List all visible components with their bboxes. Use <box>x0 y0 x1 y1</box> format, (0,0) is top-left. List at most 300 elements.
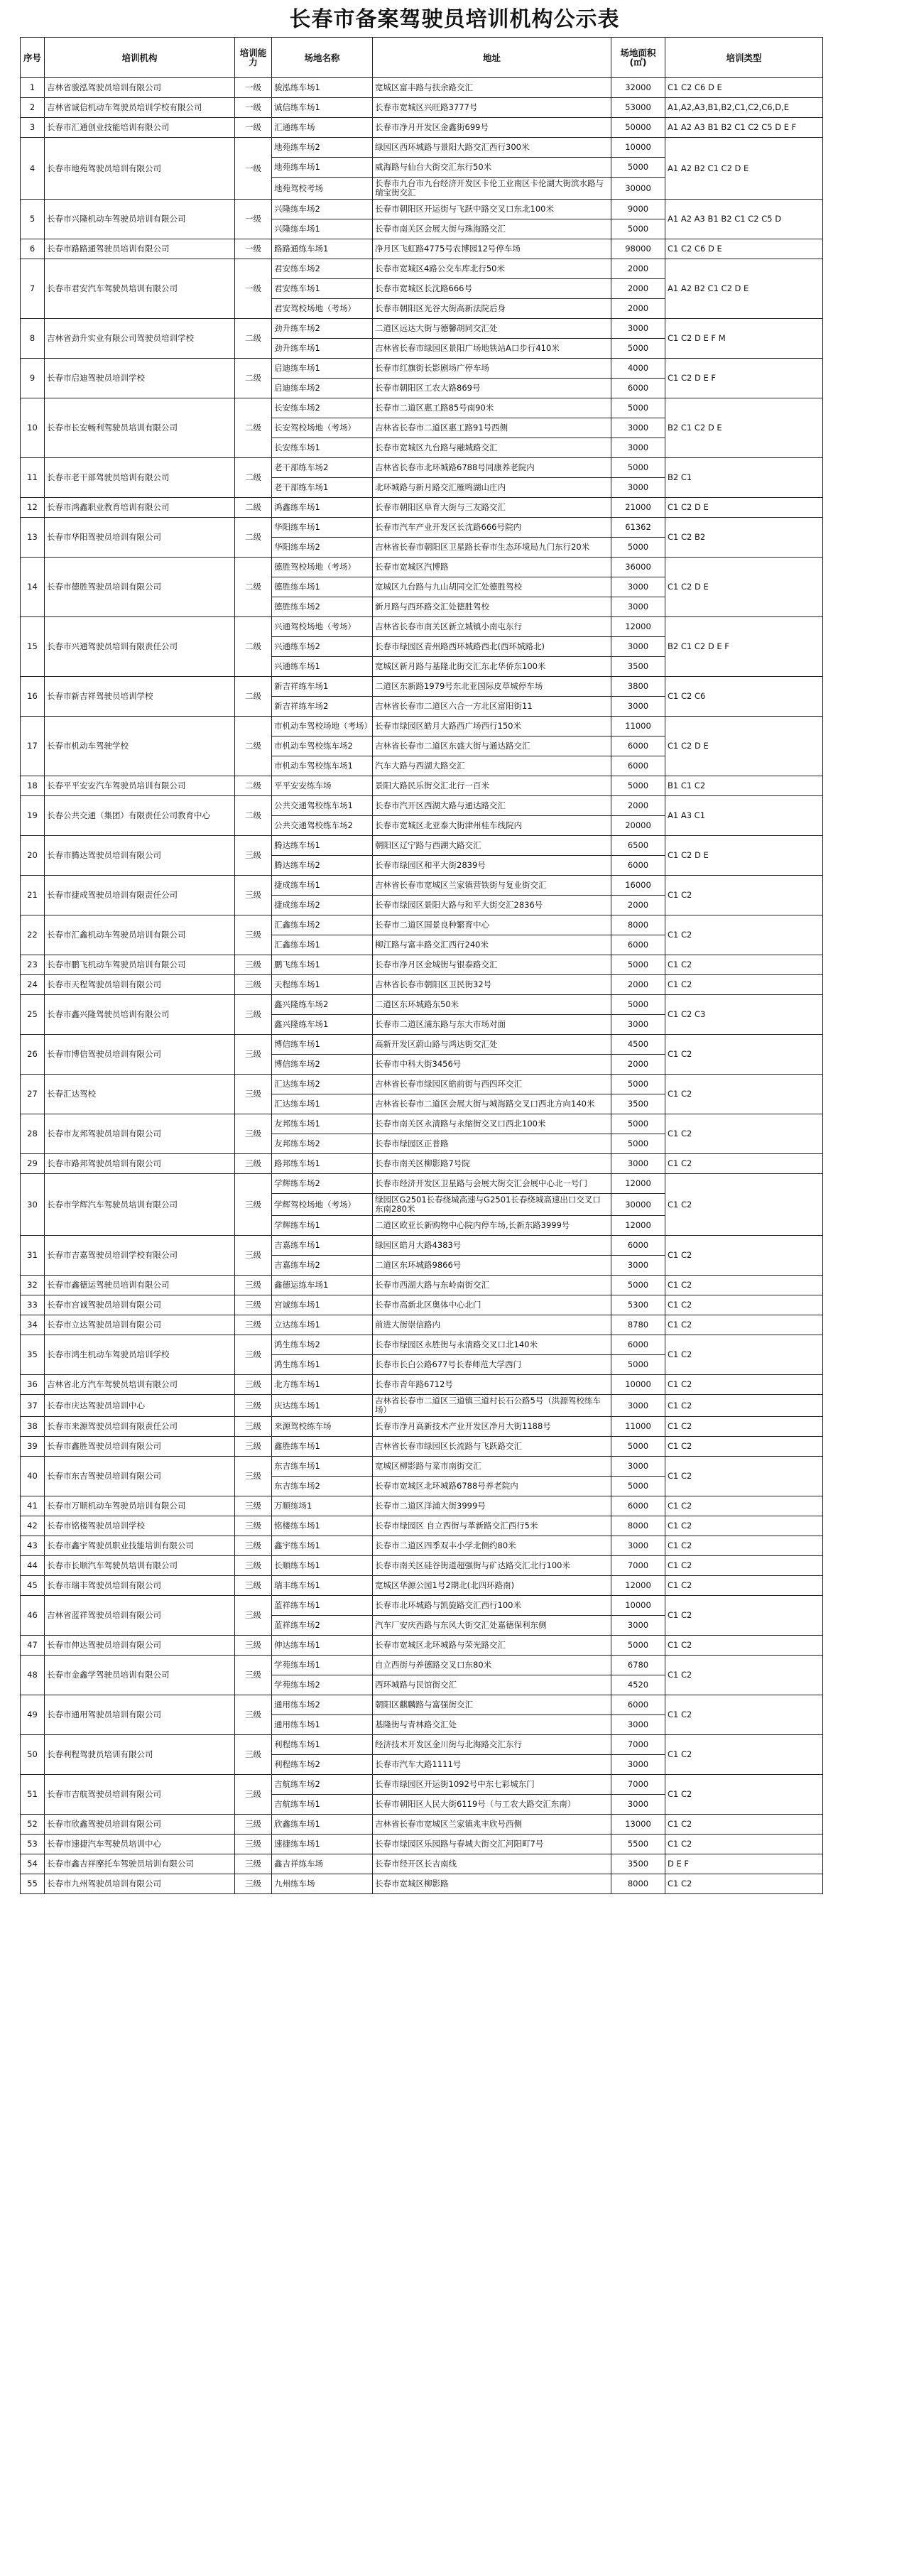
site-address: 长春市二道区洋浦大街3999号 <box>373 1496 611 1516</box>
site-address: 朝阳区辽宁路与西湖大路交汇 <box>373 836 611 856</box>
training-types: C1 C2 <box>665 1276 823 1295</box>
training-level: 三级 <box>235 975 272 995</box>
training-level: 三级 <box>235 1536 272 1556</box>
site-name: 君安驾校场地（考场） <box>272 299 373 319</box>
row-number: 15 <box>21 617 45 677</box>
training-level: 三级 <box>235 1335 272 1375</box>
training-level: 二级 <box>235 498 272 518</box>
site-name: 天程练车场1 <box>272 975 373 995</box>
site-name: 汇鑫练车场1 <box>272 935 373 955</box>
site-area: 3000 <box>611 438 665 458</box>
training-level: 三级 <box>235 1874 272 1894</box>
institution-name: 长春市速捷汽车驾驶员培训中心 <box>45 1835 235 1854</box>
training-level: 三级 <box>235 1114 272 1154</box>
site-area: 2000 <box>611 896 665 915</box>
table-row <box>21 200 823 219</box>
row-number: 27 <box>21 1075 45 1114</box>
row-number: 8 <box>21 319 45 359</box>
training-level: 三级 <box>235 1457 272 1496</box>
site-area: 6000 <box>611 1496 665 1516</box>
table-row <box>21 239 823 259</box>
site-area: 5000 <box>611 995 665 1015</box>
table-row <box>21 1695 823 1715</box>
training-level: 一级 <box>235 239 272 259</box>
site-address: 长春市绿园区 自立西街与革新路交汇西行5米 <box>373 1516 611 1536</box>
training-types: C1 C2 <box>665 1576 823 1596</box>
site-address: 长春市青年路6712号 <box>373 1375 611 1395</box>
training-types: C1 C2 <box>665 1375 823 1395</box>
training-institutions-table <box>20 37 823 1894</box>
site-name: 鸿生练车场2 <box>272 1335 373 1355</box>
training-level: 三级 <box>235 1656 272 1695</box>
site-address: 长春市西湖大路与东岭南街交汇 <box>373 1276 611 1295</box>
institution-name: 长春市地苑驾驶员培训有限公司 <box>45 138 235 200</box>
site-name: 学苑练车场2 <box>272 1675 373 1695</box>
site-name: 铭楼练车场1 <box>272 1516 373 1536</box>
institution-name: 长春市天程驾驶员培训有限公司 <box>45 975 235 995</box>
site-address: 长春市宽城区长沈路666号 <box>373 279 611 299</box>
table-row <box>21 458 823 478</box>
training-level: 二级 <box>235 717 272 776</box>
institution-name: 长春公共交通（集团）有限责任公司教育中心 <box>45 796 235 836</box>
site-area: 3000 <box>611 1154 665 1174</box>
header-institution: 培训机构 <box>45 38 235 78</box>
site-name: 鑫宇练车场1 <box>272 1536 373 1556</box>
row-number: 14 <box>21 558 45 617</box>
site-area: 7000 <box>611 1775 665 1795</box>
training-types: C1 C2 D E <box>665 498 823 518</box>
site-address: 长春市朝阳区人民大街6119号（与工农大路交汇东南） <box>373 1795 611 1815</box>
table-row <box>21 717 823 737</box>
site-area: 3000 <box>611 577 665 597</box>
table-row <box>21 1596 823 1616</box>
site-name: 鸿生练车场1 <box>272 1355 373 1375</box>
site-address: 宽城区富丰路与扶余路交汇 <box>373 78 611 98</box>
site-name: 长安练车场1 <box>272 438 373 458</box>
site-area: 20000 <box>611 816 665 836</box>
site-area: 3000 <box>611 1536 665 1556</box>
site-name: 友邦练车场2 <box>272 1134 373 1154</box>
site-address: 北环城路与新月路交汇雁鸣湖山庄内 <box>373 478 611 498</box>
row-number: 43 <box>21 1536 45 1556</box>
site-area: 2000 <box>611 279 665 299</box>
row-number: 39 <box>21 1437 45 1457</box>
training-level: 一级 <box>235 118 272 138</box>
row-number: 54 <box>21 1854 45 1874</box>
site-area: 6000 <box>611 756 665 776</box>
site-address: 高新开发区蔚山路与鸿达街交汇处 <box>373 1035 611 1055</box>
site-name: 庆达练车场1 <box>272 1395 373 1417</box>
site-name: 兴通驾校场地（考场） <box>272 617 373 637</box>
site-name: 利程练车场2 <box>272 1755 373 1775</box>
training-types: C1 C2 <box>665 1735 823 1775</box>
site-area: 5000 <box>611 538 665 558</box>
table-row <box>21 915 823 935</box>
site-area: 3000 <box>611 418 665 438</box>
institution-name: 长春市鸿鑫职业教育培训有限公司 <box>45 498 235 518</box>
training-level: 三级 <box>235 1315 272 1335</box>
training-level: 三级 <box>235 1295 272 1315</box>
site-area: 5500 <box>611 1835 665 1854</box>
site-area: 12000 <box>611 1216 665 1236</box>
training-level: 三级 <box>235 836 272 876</box>
table-row <box>21 78 823 98</box>
site-area: 16000 <box>611 876 665 896</box>
site-name: 学辉练车场2 <box>272 1174 373 1194</box>
site-name: 兴通练车场1 <box>272 657 373 677</box>
site-area: 7000 <box>611 1735 665 1755</box>
site-area: 36000 <box>611 558 665 577</box>
site-area: 3000 <box>611 637 665 657</box>
row-number: 5 <box>21 200 45 239</box>
site-name: 诚信练车场1 <box>272 98 373 118</box>
site-name: 新吉祥练车场1 <box>272 677 373 697</box>
training-level: 三级 <box>235 1075 272 1114</box>
training-level: 二级 <box>235 359 272 398</box>
site-address: 长春市绿园区永胜街与永清路交叉口北140米 <box>373 1335 611 1355</box>
institution-name: 长春市捷成驾驶员培训有限责任公司 <box>45 876 235 915</box>
row-number: 35 <box>21 1335 45 1375</box>
site-name: 博信练车场1 <box>272 1035 373 1055</box>
table-row <box>21 975 823 995</box>
site-area: 5300 <box>611 1295 665 1315</box>
site-area: 6000 <box>611 737 665 756</box>
row-number: 6 <box>21 239 45 259</box>
site-name: 兴隆练车场2 <box>272 200 373 219</box>
site-name: 骏泓练车场1 <box>272 78 373 98</box>
site-address: 柳江路与富丰路交汇西行240米 <box>373 935 611 955</box>
institution-name: 长春市鹏飞机动车驾驶员培训有限公司 <box>45 955 235 975</box>
training-types: C1 C2 <box>665 1536 823 1556</box>
row-number: 11 <box>21 458 45 498</box>
site-address: 二道区远达大街与德馨胡同交汇处 <box>373 319 611 339</box>
site-address: 经济技术开发区金川街与北海路交汇东行 <box>373 1735 611 1755</box>
institution-name: 长春市立达驾驶员培训有限公司 <box>45 1315 235 1335</box>
institution-name: 长春市长安畅利驾驶员培训有限公司 <box>45 398 235 458</box>
training-level: 三级 <box>235 1596 272 1636</box>
site-name: 兴通练车场2 <box>272 637 373 657</box>
site-address: 长春市绿园区景阳大路与和平大街交汇2836号 <box>373 896 611 915</box>
institution-name: 吉林省北方汽车驾驶员培训有限公司 <box>45 1375 235 1395</box>
site-area: 5000 <box>611 1477 665 1496</box>
site-area: 98000 <box>611 239 665 259</box>
table-row <box>21 1295 823 1315</box>
site-area: 6000 <box>611 1695 665 1715</box>
row-number: 28 <box>21 1114 45 1154</box>
institution-name: 长春市鑫胜驾驶员培训有限公司 <box>45 1437 235 1457</box>
training-level: 三级 <box>235 955 272 975</box>
site-name: 通用练车场2 <box>272 1695 373 1715</box>
row-number: 41 <box>21 1496 45 1516</box>
site-address: 长春市经开区长吉南线 <box>373 1854 611 1874</box>
training-level: 三级 <box>235 876 272 915</box>
training-types: C1 C2 C6 D E <box>665 78 823 98</box>
page-title: 长春市备案驾驶员培训机构公示表 <box>289 7 620 32</box>
site-name: 劲升练车场2 <box>272 319 373 339</box>
training-types: C1 C2 <box>665 876 823 915</box>
site-address: 长春市绿园区乐园路与春城大街交汇河阳町7号 <box>373 1835 611 1854</box>
row-number: 26 <box>21 1035 45 1075</box>
site-area: 2000 <box>611 975 665 995</box>
site-address: 汽车厂安庆西路与东风大街交汇处嘉德保利东侧 <box>373 1616 611 1636</box>
training-types: C1 C2 B2 <box>665 518 823 558</box>
site-address: 绿园区皓月大路4383号 <box>373 1236 611 1256</box>
table-row <box>21 1395 823 1417</box>
site-name: 鸿鑫练车场1 <box>272 498 373 518</box>
training-level: 三级 <box>235 1276 272 1295</box>
training-types: A1 A2 B2 C1 C2 D E <box>665 138 823 200</box>
site-name: 立达练车场1 <box>272 1315 373 1335</box>
training-types: C1 C2 <box>665 955 823 975</box>
site-name: 长顺练车场1 <box>272 1556 373 1576</box>
institution-name: 长春市老干部驾驶员培训有限公司 <box>45 458 235 498</box>
site-name: 汇达练车场1 <box>272 1094 373 1114</box>
site-name: 学辉练车场1 <box>272 1216 373 1236</box>
training-types: C1 C2 D E F M <box>665 319 823 359</box>
site-area: 3000 <box>611 478 665 498</box>
institution-name: 长春市鑫德运驾驶员培训有限公司 <box>45 1276 235 1295</box>
institution-name: 长春市机动车驾驶学校 <box>45 717 235 776</box>
training-types: C1 C2 <box>665 1835 823 1854</box>
site-name: 吉嘉练车场1 <box>272 1236 373 1256</box>
site-name: 华阳练车场2 <box>272 538 373 558</box>
institution-name: 长春市九州驾驶员培训有限公司 <box>45 1874 235 1894</box>
training-types: C1 C2 <box>665 1174 823 1236</box>
table-row <box>21 1556 823 1576</box>
site-name: 鑫德运练车场1 <box>272 1276 373 1295</box>
site-address: 宽城区柳影路与菜市南街交汇 <box>373 1457 611 1477</box>
training-types: C1 C2 <box>665 1636 823 1656</box>
training-level: 三级 <box>235 1417 272 1437</box>
site-address: 吉林省长春市朝阳区卫星路长春市生态环境局九门东行20米 <box>373 538 611 558</box>
site-name: 腾达练车场2 <box>272 856 373 876</box>
training-types: C1 C2 C3 <box>665 995 823 1035</box>
training-types: C1 C2 <box>665 1656 823 1695</box>
table-row <box>21 1114 823 1134</box>
site-area: 8000 <box>611 915 665 935</box>
training-level: 三级 <box>235 1636 272 1656</box>
site-area: 3000 <box>611 1715 665 1735</box>
site-name: 启迪练车场2 <box>272 379 373 398</box>
site-address: 长春市朝阳区开运街与飞跃中路交叉口东北100米 <box>373 200 611 219</box>
site-address: 长春市二道区惠工路85号南90米 <box>373 398 611 418</box>
row-number: 12 <box>21 498 45 518</box>
site-address: 长春市高新北区奥体中心北门 <box>373 1295 611 1315</box>
table-row <box>21 955 823 975</box>
table-row <box>21 398 823 418</box>
site-area: 5000 <box>611 1355 665 1375</box>
site-area: 3000 <box>611 319 665 339</box>
table-row <box>21 498 823 518</box>
site-address: 长春市宽城区4路公交车库北行50米 <box>373 259 611 279</box>
row-number: 34 <box>21 1315 45 1335</box>
institution-name: 长春市长顺汽车驾驶员培训有限公司 <box>45 1556 235 1576</box>
table-row <box>21 1835 823 1854</box>
site-area: 5000 <box>611 1276 665 1295</box>
site-area: 5000 <box>611 1636 665 1656</box>
training-level: 三级 <box>235 1516 272 1536</box>
institution-name: 吉林省蓝祥驾驶员培训有限公司 <box>45 1596 235 1636</box>
site-area: 12000 <box>611 1174 665 1194</box>
row-number: 7 <box>21 259 45 319</box>
site-area: 3000 <box>611 697 665 717</box>
table-row <box>21 1735 823 1755</box>
institution-name: 长春市新吉祥驾驶员培训学校 <box>45 677 235 717</box>
site-name: 吉航练车场1 <box>272 1795 373 1815</box>
header-area: 场地面积(㎡) <box>611 38 665 78</box>
site-address: 长春市二道区四季双丰小学北侧约80米 <box>373 1536 611 1556</box>
site-name: 兴隆练车场1 <box>272 219 373 239</box>
training-level: 一级 <box>235 200 272 239</box>
site-area: 61362 <box>611 518 665 538</box>
row-number: 2 <box>21 98 45 118</box>
row-number: 30 <box>21 1174 45 1236</box>
site-area: 6780 <box>611 1656 665 1675</box>
site-address: 朝阳区麒麟路与富强街交汇 <box>373 1695 611 1715</box>
table-row <box>21 1656 823 1675</box>
site-area: 10000 <box>611 1375 665 1395</box>
site-address: 吉林省长春市二道区三道镇三道村长石公路5号（洪源驾校练车场） <box>373 1395 611 1417</box>
site-name: 鑫兴隆练车场1 <box>272 1015 373 1035</box>
table-header-row <box>21 38 823 78</box>
table-row <box>21 1457 823 1477</box>
row-number: 50 <box>21 1735 45 1775</box>
site-name: 路路通练车场1 <box>272 239 373 259</box>
site-name: 老干部练车场2 <box>272 458 373 478</box>
site-address: 二道区东新路1979号东北亚国际皮草城停车场 <box>373 677 611 697</box>
site-name: 学苑练车场1 <box>272 1656 373 1675</box>
site-area: 50000 <box>611 118 665 138</box>
row-number: 48 <box>21 1656 45 1695</box>
site-address: 长春市宽城区九台路与融城路交汇 <box>373 438 611 458</box>
site-area: 8000 <box>611 1516 665 1536</box>
table-row <box>21 1496 823 1516</box>
training-level: 三级 <box>235 1695 272 1735</box>
training-level: 二级 <box>235 518 272 558</box>
training-types: C1 C2 <box>665 1114 823 1154</box>
training-types: C1 C2 <box>665 1596 823 1636</box>
site-address: 吉林省长春市绿园区皓前街与西四环交汇 <box>373 1075 611 1094</box>
table-row <box>21 1874 823 1894</box>
site-address: 吉林省长春市绿园区景阳广场地铁站A口步行410米 <box>373 339 611 359</box>
institution-name: 长春市东吉驾驶员培训有限公司 <box>45 1457 235 1496</box>
table-row <box>21 118 823 138</box>
institution-name: 长春市腾达驾驶员培训有限公司 <box>45 836 235 876</box>
institution-name: 长春市万顺机动车驾驶员培训有限公司 <box>45 1496 235 1516</box>
row-number: 20 <box>21 836 45 876</box>
institution-name: 长春市鑫吉祥摩托车驾驶员培训有限公司 <box>45 1854 235 1874</box>
site-name: 劲升练车场1 <box>272 339 373 359</box>
site-name: 地苑练车场2 <box>272 138 373 158</box>
site-address: 长春市汽车大路1111号 <box>373 1755 611 1775</box>
site-name: 德胜练车场1 <box>272 577 373 597</box>
site-name: 君安练车场2 <box>272 259 373 279</box>
training-types: C1 C2 <box>665 1395 823 1417</box>
training-level: 三级 <box>235 1375 272 1395</box>
institution-name: 长春市瑞丰驾驶员培训有限公司 <box>45 1576 235 1596</box>
site-area: 3000 <box>611 1795 665 1815</box>
table-row <box>21 1335 823 1355</box>
site-name: 吉嘉练车场2 <box>272 1256 373 1276</box>
training-level: 三级 <box>235 1835 272 1854</box>
site-name: 华阳练车场1 <box>272 518 373 538</box>
site-area: 3000 <box>611 1457 665 1477</box>
training-types: B2 C1 C2 D E F <box>665 617 823 677</box>
institution-name: 长春市路邦驾驶员培训有限公司 <box>45 1154 235 1174</box>
site-name: 长安练车场2 <box>272 398 373 418</box>
site-address: 宽城区新月路与基隆北街交汇东北华侨东100米 <box>373 657 611 677</box>
site-address: 长春市绿园区和平大街2839号 <box>373 856 611 876</box>
table-row <box>21 138 823 158</box>
training-level: 三级 <box>235 1854 272 1874</box>
site-area: 3000 <box>611 1256 665 1276</box>
row-number: 52 <box>21 1815 45 1835</box>
training-level: 三级 <box>235 1556 272 1576</box>
table-row <box>21 617 823 637</box>
site-name: 万顺练场1 <box>272 1496 373 1516</box>
site-address: 西环城路与民馆街交汇 <box>373 1675 611 1695</box>
site-name: 地苑驾校考场 <box>272 178 373 200</box>
training-level: 三级 <box>235 1236 272 1276</box>
training-types: B1 C1 C2 <box>665 776 823 796</box>
site-area: 13000 <box>611 1815 665 1835</box>
training-level: 三级 <box>235 1174 272 1236</box>
site-area: 5000 <box>611 339 665 359</box>
site-address: 吉林省长春市北环城路6788号同康养老院内 <box>373 458 611 478</box>
table-row <box>21 1276 823 1295</box>
table-row <box>21 836 823 856</box>
table-row <box>21 1174 823 1194</box>
training-types: C1 C2 <box>665 1154 823 1174</box>
site-name: 瑞丰练车场1 <box>272 1576 373 1596</box>
site-area: 30000 <box>611 1194 665 1216</box>
training-types: A1 A2 B2 C1 C2 D E <box>665 259 823 319</box>
training-types: A1 A2 A3 B1 B2 C1 C2 C5 D E F <box>665 118 823 138</box>
site-name: 九州练车场 <box>272 1874 373 1894</box>
site-area: 3000 <box>611 1015 665 1035</box>
row-number: 45 <box>21 1576 45 1596</box>
table-row <box>21 1035 823 1055</box>
site-address: 长春市南关区会展大街与珠海路交汇 <box>373 219 611 239</box>
site-address: 长春市朝阳区光谷大街高新法院后身 <box>373 299 611 319</box>
table-row <box>21 1375 823 1395</box>
row-number: 24 <box>21 975 45 995</box>
table-body <box>21 78 823 1894</box>
training-types: A1,A2,A3,B1,B2,C1,C2,C6,D,E <box>665 98 823 118</box>
site-name: 伸达练车场1 <box>272 1636 373 1656</box>
table-row <box>21 1815 823 1835</box>
institution-name: 长春市兴通驾驶员培训有限责任公司 <box>45 617 235 677</box>
training-types: C1 C2 <box>665 1035 823 1075</box>
site-name: 启迪练车场1 <box>272 359 373 379</box>
training-types: C1 C2 <box>665 1496 823 1516</box>
training-types: C1 C2 D E <box>665 717 823 776</box>
table-row <box>21 518 823 538</box>
site-address: 二道区东环城路东50米 <box>373 995 611 1015</box>
site-address: 吉林省长春市宽城区兰家镇营铁街与复业街交汇 <box>373 876 611 896</box>
table-row <box>21 796 823 816</box>
training-level: 三级 <box>235 1035 272 1075</box>
institution-name: 长春市通用驾驶员培训有限公司 <box>45 1695 235 1735</box>
site-address: 长春市绿园区开运街1092号中东七彩城东门 <box>373 1775 611 1795</box>
site-area: 2000 <box>611 259 665 279</box>
site-name: 新吉祥练车场2 <box>272 697 373 717</box>
site-name: 吉航练车场2 <box>272 1775 373 1795</box>
training-level: 一级 <box>235 98 272 118</box>
site-address: 长春市二道区国景良种繁育中心 <box>373 915 611 935</box>
institution-name: 长春市兴隆机动车驾驶员培训有限公司 <box>45 200 235 239</box>
table-row <box>21 1075 823 1094</box>
